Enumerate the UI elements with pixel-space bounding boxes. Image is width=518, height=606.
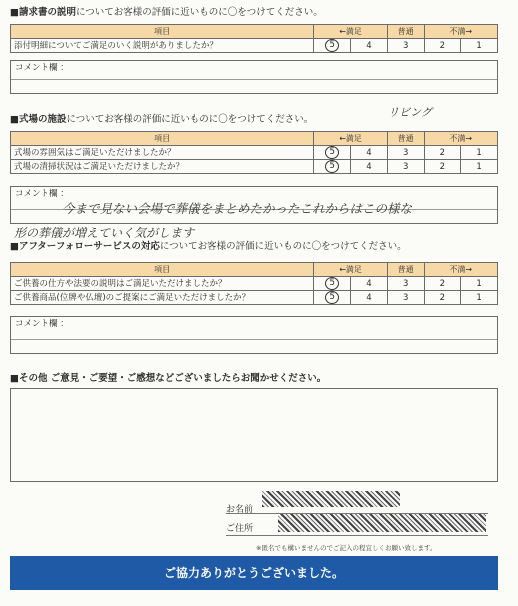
selected-rating: 5 xyxy=(325,39,339,52)
table-row: 式場の清掃状況はご満足いただけましたか？ 5 4 3 2 1 xyxy=(11,160,498,174)
anonymous-note: ※匿名でも構いませんのでご記入の程宜しくお願い致します。 xyxy=(256,544,437,552)
redacted-name xyxy=(262,491,400,507)
section2-heading: ■式場の施設についてお客様の評価に近いものに〇をつけてください。 xyxy=(10,114,314,125)
section2-table: 項目 ←満足 普通 不満→ 式場の雰囲気はご満足いただけましたか？ 5 4 3 2 1 式場の清掃状況はご満足いただけましたか？ 5 4 3 2 1 xyxy=(10,131,498,174)
section3-heading: ■アフターフォローサービスの対応についてお客様の評価に近いものに〇をつけてください。 xyxy=(10,241,407,252)
section1-heading: ■請求書の説明についてお客様の評価に近いものに〇をつけてください。 xyxy=(10,7,323,18)
name-label: お名前 xyxy=(226,505,254,515)
handwritten-comment-line1: 今まで見ない会場で葬儀をまとめたかったこれからはこの様な xyxy=(62,201,413,216)
section3-table: 項目 ←満足 普通 不満→ ご供養の仕方や法要の説明はご満足いただけましたか？ 5 4 3 2 1 ご供養商品(位牌や仏壇)のご提案にご満足いただけましたか？ 5 4 3 2 1 xyxy=(10,262,498,305)
handwritten-note: リビング xyxy=(388,106,432,119)
section1-table: 項目 ←満足 普通 不満→ 添付明細についてご満足のいく説明がありましたか？ 5 4 3 2 1 xyxy=(10,24,498,53)
table-row: ご供養の仕方や法要の説明はご満足いただけましたか？ 5 4 3 2 1 xyxy=(11,277,498,291)
section4-comment-box xyxy=(10,388,498,482)
redacted-address xyxy=(278,514,486,532)
table-row: ご供養商品(位牌や仏壇)のご提案にご満足いただけましたか？ 5 4 3 2 1 xyxy=(11,291,498,305)
section2-comment-box: コメント欄 ： xyxy=(10,186,498,224)
thank-you-banner: ご協力ありがとうございました。 xyxy=(10,556,498,590)
section1-comment-box: コメント欄 ： xyxy=(10,60,498,94)
table-row: 添付明細についてご満足のいく説明がありましたか？ 5 4 3 2 1 xyxy=(11,39,498,53)
table-row: 式場の雰囲気はご満足いただけましたか？ 5 4 3 2 1 xyxy=(11,146,498,160)
section4-heading: ■その他 ご意見・ご要望・ご感想などございましたらお聞かせください。 xyxy=(10,373,327,384)
address-label: ご住所 xyxy=(226,524,254,534)
handwritten-comment-line2: 形の葬儀が増えていく気がします xyxy=(14,226,195,240)
section3-comment-box: コメント欄 ： xyxy=(10,316,498,354)
